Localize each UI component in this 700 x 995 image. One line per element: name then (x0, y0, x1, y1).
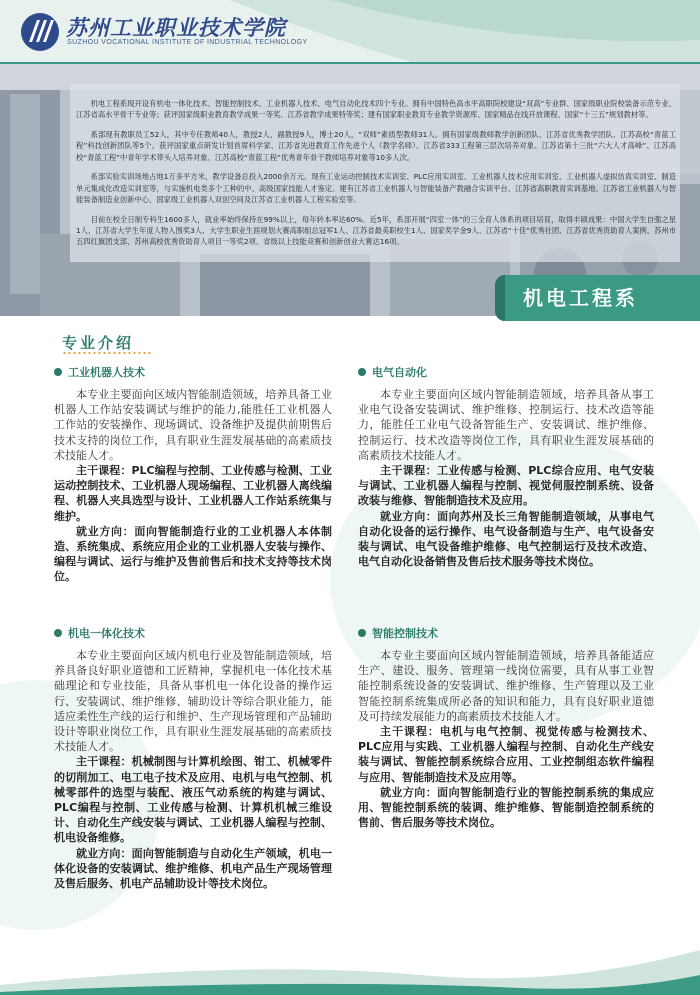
footer-wave-decoration (0, 940, 700, 995)
heading-dotted-underline (62, 352, 152, 354)
major-electrical-automation (358, 364, 654, 569)
tab-accent-bar (495, 275, 505, 321)
school-name-cn: 苏州工业职业技术学院 (66, 15, 286, 40)
major-description (358, 387, 654, 569)
major-courses: 主干课程：电机与电气控制、视觉传感与检测技术、PLC应用与实践、工业机器人编程与控制、自动化生产线安装与调试、智能控制系统综合应用、工业控制组态软件编程与应用、智能制造技术及应用等。 (358, 725, 654, 784)
major-jobs: 就业方向：面向智能制造行业的工业机器人本体制造、系统集成、系统应用企业的工业机器人安装与操作、编程与调试、运行与维护及售前售后和技术支持等技术岗位。 (54, 524, 332, 584)
bullet-dot-icon (54, 629, 62, 637)
school-name-en: SUZHOU VOCATIONAL INSTITUTE OF INDUSTRIAL TECHNOLOGY (67, 39, 308, 46)
major-courses: 主干课程：工业传感与检测、PLC综合应用、电气安装与调试、工业机器人编程与控制、视觉伺服控制系统、设备改装与维修、智能制造技术及应用。 (358, 464, 654, 508)
major-industrial-robot (54, 364, 332, 585)
section-heading-text: 专业介绍 (62, 334, 135, 352)
bullet-dot-icon (358, 368, 366, 376)
bullet-dot-icon (54, 368, 62, 376)
overview-paragraph: 系部实验实训场地占地1万多平方米，教学设备总投入2000余万元。现有工业运动控制技术实训室、PLC应用实训室、工业机器人技术应用实训室、工业机器人虚拟仿真实训室、制造单元集成化改造实训室等，与实施机电类多个工种的中、高级国家技能人才鉴定。建有江苏省工业机器人与智能装备产教融合实训平台、江苏省高职教育实训基地、江苏省工业机器人与智能装备制造业创新中心、国家级工业机器人双创空间及江苏省工业机器人工程实验室等。 (76, 172, 676, 205)
major-intro: 本专业主要面向区域内智能制造领域，培养具备能适应生产、建设、服务、管理第一线岗位需要，具有从事工业智能控制系统设备的安装调试、维护维修、生产管理以及工业智能控制系统集成所必备的知识和能力，具有良好职业道德及可持续发展能力的高素质技术技能人才。 (358, 649, 654, 723)
section-heading (62, 332, 134, 353)
major-intro: 本专业主要面向区域内机电行业及智能制造领域，培养具备良好职业道德和工匠精神，掌握机电一体化技术基础理论和专业技能，具备从事机电一体化设备的操作运行、安装调试、维护维修、辅助设计等综合职业能力，能适应柔性生产线的运行和维护、生产现场管理和产品辅助设计等职业岗位工作，具有职业生涯发展基础的高素质技术技能人才。 (54, 649, 332, 754)
department-overview (76, 98, 676, 256)
major-courses: 主干课程：PLC编程与控制、工业传感与检测、工业运动控制技术、工业机器人现场编程、工业机器人离线编程、机器人夹具选型与设计、工业机器人工作站系统集与维护。 (54, 464, 332, 523)
major-mechatronics (54, 625, 332, 891)
header-bar (0, 0, 700, 64)
major-title (54, 625, 332, 641)
major-jobs: 就业方向：面向智能制造与自动化生产领域，机电一体化设备的安装调试、维护维修、机电产品生产现场管理及售后服务、机电产品辅助设计等技术岗位。 (54, 846, 332, 891)
major-title (358, 625, 654, 641)
major-title (358, 364, 654, 380)
major-intro: 本专业主要面向区域内智能制造领域，培养具备从事工业电气设备安装调试、维护维修、控制运行、技术改造等能力，能胜任工业电气设备智能生产、安装调试、维护维修、控制运行、技术改造等岗位工作，具有职业生涯发展基础的高素质技术技能人才。 (358, 388, 654, 462)
bullet-dot-icon (358, 629, 366, 637)
major-description (54, 387, 332, 585)
major-name: 电气自动化 (372, 366, 427, 379)
major-jobs: 就业方向：面向苏州及长三角智能制造领域，从事电气自动化设备的运行操作、电气设备制造与生产、电气设备安装与调试、电气设备维护维修、电气控制运行及技术改造、电气自动化设备销售及售后技术服务等技术岗位。 (358, 509, 654, 569)
major-name: 机电一体化技术 (68, 627, 145, 640)
major-name: 工业机器人技术 (68, 366, 145, 379)
overview-paragraph: 机电工程系现开设有机电一体化技术、智能控制技术、工业机器人技术、电气自动化技术四个专业。拥有中国特色高水平高职院校建设“双高”专业群、国家级职业院校装备示范专业、江苏省高水平骨干专业等；获评国家级职业教育教学成果一等奖、江苏省教学成果特等奖；建有国家职业教育专业教学资源库、国家精品在线开放课程、国家“十三五”规划教材等。 (76, 99, 676, 120)
major-description (358, 648, 654, 830)
overview-paragraph: 系部现有教职员工52人，其中专任教师40人，教授2人，副教授9人，博士20人，“双师”素质型教师31人。拥有国家级教师教学创新团队、江苏省优秀教学团队、江苏高校“青蓝工程”科技创新团队等5个。获评国家重点研发计划首席科学家、江苏省先进教育工作先进个人（教学名师）、江苏省333工程第三层次培养对象、江苏省第十三批“六大人才高峰”、江苏高校“青蓝工程”中青年学术带头人培养对象、江苏高校“青蓝工程”优秀青年骨干教师培养对象等10多人次。 (76, 130, 676, 162)
major-title (54, 364, 332, 380)
major-description (54, 648, 332, 891)
major-jobs: 就业方向：面向智能制造行业的智能控制系统的集成应用、智能控制系统的装调、维护维修、智能制造控制系统的售前、售后服务等技术岗位。 (358, 785, 654, 830)
department-title-tab (495, 275, 700, 321)
overview-paragraph: 目前在校全日制专科生1600多人，就业率始终保持在99%以上，每年转本率达60%。近5年，系部开展“四室一体”的三全育人体系的项目培育，取得丰硕成果：中国大学生自强之星1人、江苏省大学生年度人物入围奖3人、大学生职业生涯规划大赛高职组总冠军1人、江苏省最美职校生1人、国家奖学金9人、江苏省“十佳”优秀社团、江苏省优秀资助育人案例、苏州市五四红旗团支部、苏州高校优秀资助育人项目一等奖2项、省级以上技能竞赛和创新创业大赛达16项。 (76, 214, 676, 247)
department-title: 机电工程系 (523, 286, 638, 310)
major-courses: 主干课程：机械制图与计算机绘图、钳工、机械零件的切削加工、电工电子技术及应用、电机与电气控制、机械零部件的选型与装配、液压气动系统的构建与调试、PLC编程与控制、工业传感与检测、计算机机械三维设计、自动化生产线安装与调试、工业机器人编程与控制、机电设备维修。 (54, 755, 332, 845)
major-intro: 本专业主要面向区域内智能制造领域，培养具备工业机器人工作站安装调试与维护的能力,能胜任工业机器人工作站的安装操作、现场调试、设备维护及提供前期售后技术支持的岗位工作，具有职业生涯发展基础的高素质技术技能人才。 (54, 388, 332, 462)
major-intelligent-control (358, 625, 654, 830)
major-name: 智能控制技术 (372, 627, 438, 640)
school-logo-icon (20, 12, 60, 52)
